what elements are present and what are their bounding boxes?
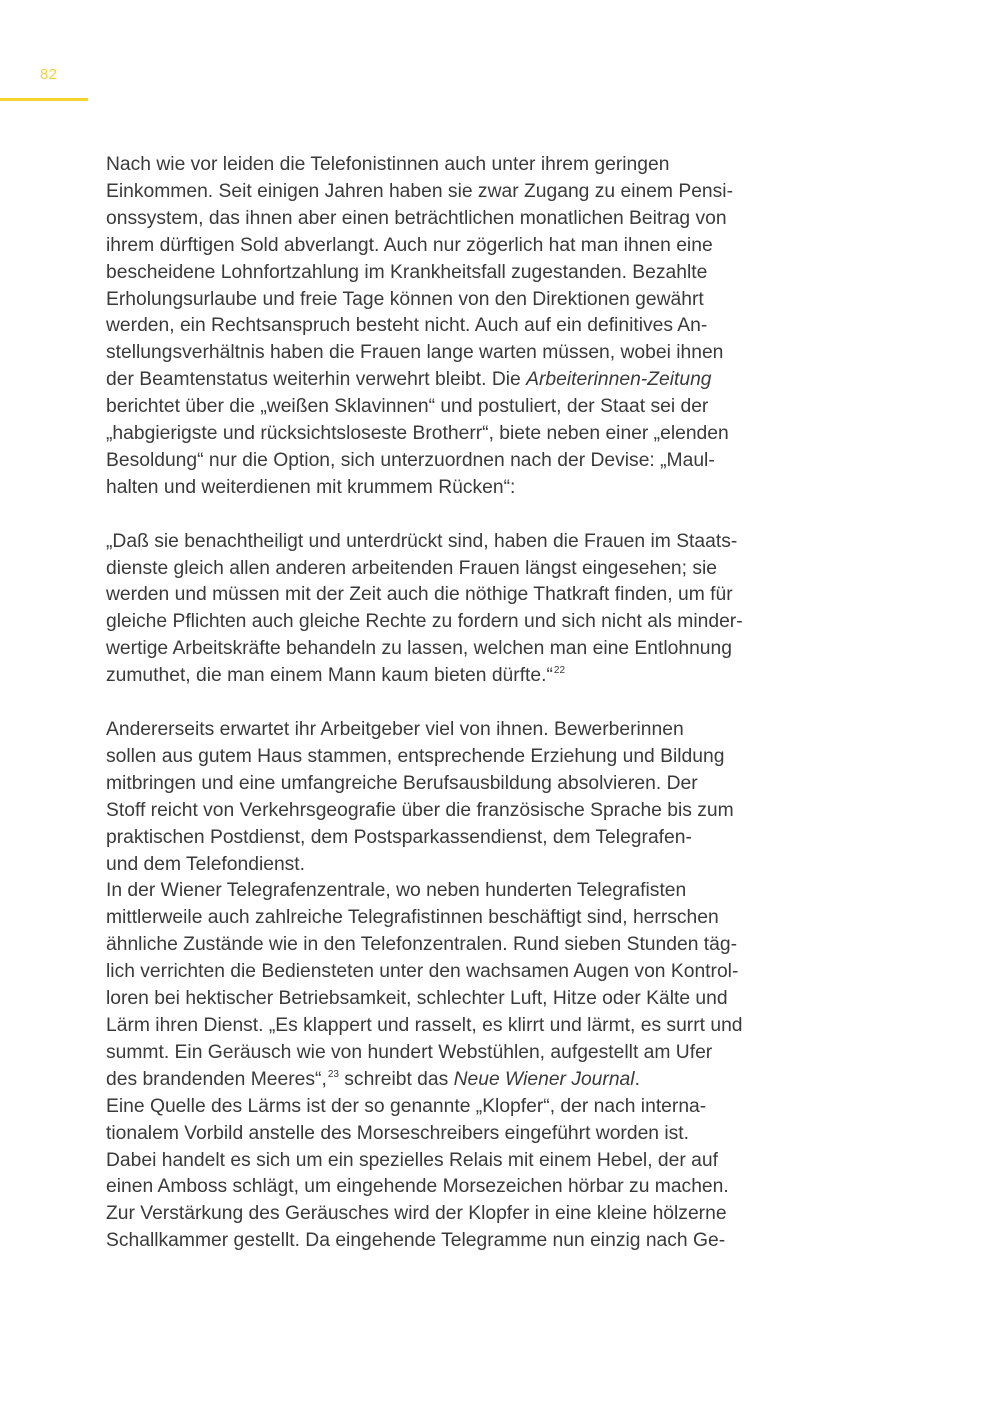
text-line: mittlerweile auch zahlreiche Telegrafistinnen beschäftigt sind, herrschen	[106, 907, 719, 929]
text-run: schreibt das	[338, 1068, 454, 1090]
footnote-ref-22[interactable]: 22	[553, 665, 566, 677]
text-run: zumuthet, die man einem Mann kaum bieten dürfte.“	[106, 665, 553, 687]
text-line: praktischen Postdienst, dem Postsparkassendienst, dem Telegrafen-	[106, 826, 692, 848]
quote-line: dienste gleich allen anderen arbeitenden Frauen längst eingesehen; sie	[106, 557, 718, 579]
text-line: „habgierigste und rücksichtsloseste Brotherr“, biete neben einer „elenden	[106, 423, 729, 445]
text-line: berichtet über die „weißen Sklavinnen“ und postuliert, der Staat sei der	[106, 396, 709, 418]
text-line: Einkommen. Seit einigen Jahren haben sie zwar Zugang zu einem Pensi-	[106, 180, 733, 202]
paragraph-spacer	[106, 690, 786, 717]
text-line: Erholungsurlaube und freie Tage können von den Direktionen gewährt	[106, 288, 704, 310]
text-line: In der Wiener Telegrafenzentrale, wo neben hunderten Telegrafisten	[106, 880, 687, 902]
paragraph-requirements	[106, 717, 786, 878]
text-line: einen Amboss schlägt, um eingehende Morsezeichen hörbar zu machen.	[106, 1176, 729, 1198]
text-line: Nach wie vor leiden die Telefonistinnen auch unter ihrem geringen	[106, 154, 670, 175]
text-line: ihrem dürftigen Sold abverlangt. Auch nur zögerlich hat man ihnen eine	[106, 234, 713, 256]
text-line: Zur Verstärkung des Geräusches wird der Klopfer in eine kleine hölzerne	[106, 1203, 727, 1225]
text-line: tionalem Vorbild anstelle des Morseschreibers eingeführt worden ist.	[106, 1122, 690, 1144]
text-line: halten und weiterdienen mit krummem Rücken“:	[106, 476, 516, 498]
text-line: mitbringen und eine umfangreiche Berufsausbildung absolvieren. Der	[106, 772, 698, 794]
block-quote	[106, 529, 786, 690]
text-line: Besoldung“ nur die Option, sich unterzuordnen nach der Devise: „Maul-	[106, 449, 715, 471]
text-line: Schallkammer gestellt. Da eingehende Telegramme nun einzig nach Ge-	[106, 1230, 726, 1252]
text-line: Lärm ihren Dienst. „Es klappert und rasselt, es klirrt und lärmt, es surrt und	[106, 1014, 743, 1036]
text-line: Dabei handelt es sich um ein spezielles Relais mit einem Hebel, der auf	[106, 1149, 718, 1171]
quote-line: gleiche Pflichten auch gleiche Rechte zu fordern und sich nicht als minder-	[106, 611, 743, 633]
text-line: loren bei hektischer Betriebsamkeit, schlechter Luft, Hitze oder Kälte und	[106, 988, 728, 1010]
page-number-rule	[0, 98, 88, 101]
text-line	[106, 1067, 786, 1094]
paragraph-income	[106, 152, 786, 502]
quote-line: werden und müssen mit der Zeit auch die nöthige Thatkraft finden, um für	[106, 584, 733, 606]
text-line: Eine Quelle des Lärms ist der so genannte „Klopfer“, der nach interna-	[106, 1095, 707, 1117]
body-text	[106, 152, 786, 1255]
paragraph-spacer	[106, 502, 786, 529]
text-line: Andererseits erwartet ihr Arbeitgeber viel von ihnen. Bewerberinnen	[106, 719, 684, 740]
paragraph-klopfer	[106, 1094, 786, 1255]
text-line: werden, ein Rechtsanspruch besteht nicht. Auch auf ein definitives An-	[106, 315, 708, 337]
text-line: bescheidene Lohnfortzahlung im Krankheitsfall zugestanden. Bezahlte	[106, 261, 708, 283]
text-line: stellungsverhältnis haben die Frauen lange warten müssen, wobei ihnen	[106, 342, 724, 364]
publication-title: Neue Wiener Journal	[453, 1068, 635, 1090]
quote-line: wertige Arbeitskräfte behandeln zu lassen, welchen man eine Entlohnung	[106, 638, 732, 660]
text-line	[106, 367, 786, 394]
text-line: summt. Ein Geräusch wie von hundert Webstühlen, aufgestellt am Ufer	[106, 1041, 713, 1063]
text-line: ähnliche Zustände wie in den Telefonzentralen. Rund sieben Stunden täg-	[106, 934, 738, 956]
page-number: 82	[40, 66, 58, 83]
footnote-ref-23[interactable]: 23	[327, 1068, 339, 1080]
text-run: der Beamtenstatus weiterhin verwehrt bleibt. Die	[106, 369, 527, 391]
text-run: des brandenden Meeres“,	[106, 1068, 327, 1090]
text-line: onssystem, das ihnen aber einen beträchtlichen monatlichen Beitrag von	[106, 207, 727, 229]
quote-line: „Daß sie benachtheiligt und unterdrückt sind, haben die Frauen im Staats-	[106, 530, 738, 552]
text-line: lich verrichten die Bediensteten unter den wachsamen Augen von Kontrol-	[106, 961, 739, 983]
text-line: sollen aus gutem Haus stammen, entsprechende Erziehung und Bildung	[106, 745, 725, 767]
quote-line	[106, 663, 786, 690]
paragraph-telegraph-center	[106, 878, 786, 1093]
publication-title: Arbeiterinnen-Zeitung	[526, 369, 712, 391]
text-run: .	[634, 1068, 640, 1090]
text-line: Stoff reicht von Verkehrsgeografie über die französische Sprache bis zum	[106, 799, 734, 821]
text-line: und dem Telefondienst.	[106, 853, 306, 875]
